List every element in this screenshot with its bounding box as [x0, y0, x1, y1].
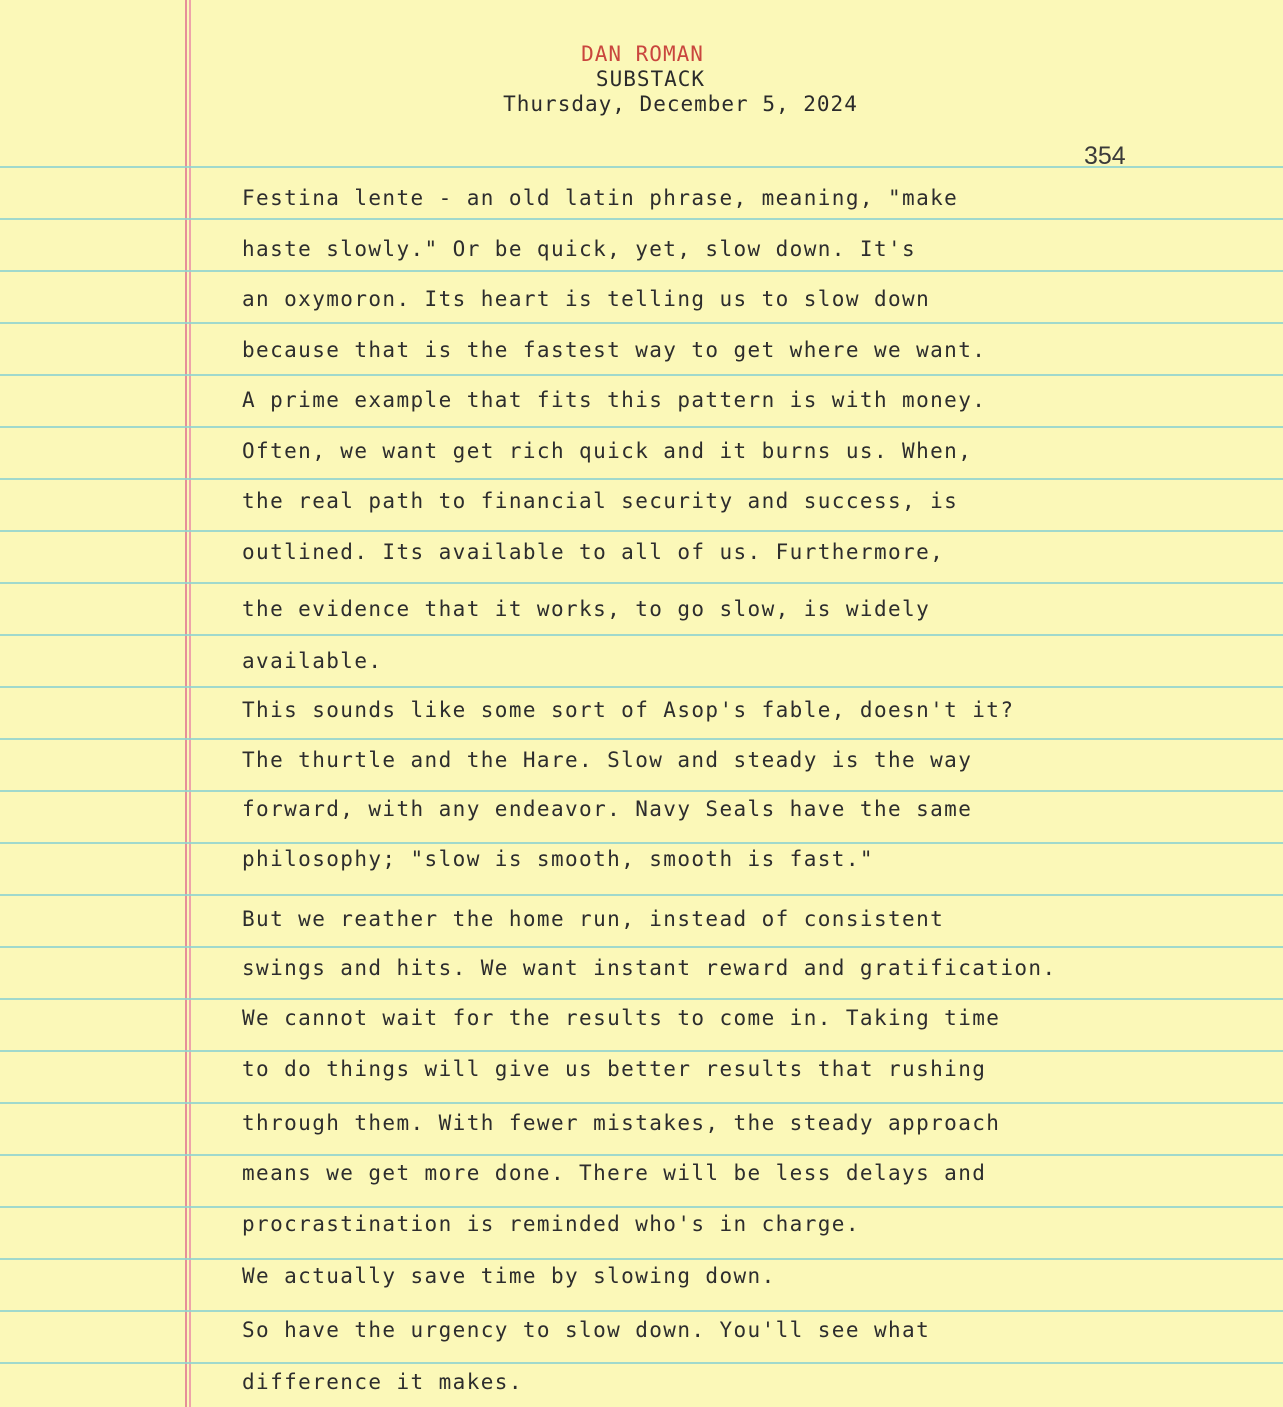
- body-line: forward, with any endeavor. Navy Seals have the same: [242, 797, 973, 821]
- left-margin-line-inner: [189, 0, 191, 1407]
- ruled-line: [0, 998, 1283, 1000]
- body-line: difference it makes.: [242, 1370, 523, 1394]
- ruled-line: [0, 374, 1283, 376]
- ruled-line: [0, 946, 1283, 948]
- body-line: to do things will give us better results that rushing: [242, 1057, 987, 1081]
- body-line: This sounds like some sort of Asop's fable, doesn't it?: [242, 698, 1015, 722]
- body-line: Festina lente - an old latin phrase, meaning, "make: [242, 186, 959, 210]
- body-line: philosophy; "slow is smooth, smooth is fast.": [242, 847, 874, 871]
- body-line: the real path to financial security and success, is: [242, 489, 959, 513]
- ruled-line: [0, 1154, 1283, 1156]
- body-line: We actually save time by slowing down.: [242, 1264, 776, 1288]
- ruled-line: [0, 738, 1283, 740]
- body-line: procrastination is reminded who's in charge.: [242, 1212, 860, 1236]
- body-line: because that is the fastest way to get where we want.: [242, 338, 987, 362]
- ruled-line: [0, 842, 1283, 844]
- author-name: DAN ROMAN: [581, 42, 704, 66]
- page-number: 354: [1084, 142, 1126, 170]
- body-line: an oxymoron. Its heart is telling us to slow down: [242, 287, 931, 311]
- ruled-line: [0, 270, 1283, 272]
- body-line: But we reather the home run, instead of consistent: [242, 907, 945, 931]
- ruled-line: [0, 686, 1283, 688]
- body-line: swings and hits. We want instant reward and gratification.: [242, 956, 1057, 980]
- body-line: The thurtle and the Hare. Slow and steady is the way: [242, 748, 973, 772]
- ruled-line: [0, 1258, 1283, 1260]
- ruled-line: [0, 426, 1283, 428]
- ruled-line: [0, 478, 1283, 480]
- ruled-line: [0, 1310, 1283, 1312]
- body-line: outlined. Its available to all of us. Furthermore,: [242, 540, 945, 564]
- ruled-line: [0, 1050, 1283, 1052]
- ruled-line: [0, 1206, 1283, 1208]
- post-date: Thursday, December 5, 2024: [503, 92, 858, 116]
- ruled-line: [0, 634, 1283, 636]
- ruled-line: [0, 1362, 1283, 1364]
- body-line: through them. With fewer mistakes, the steady approach: [242, 1111, 1001, 1135]
- ruled-line: [0, 530, 1283, 532]
- publication-name: SUBSTACK: [595, 67, 706, 91]
- ruled-line: [0, 322, 1283, 324]
- ruled-line: [0, 582, 1283, 584]
- body-line: So have the urgency to slow down. You'll see what: [242, 1318, 931, 1342]
- body-line: A prime example that fits this pattern is with money.: [242, 388, 987, 412]
- body-line: the evidence that it works, to go slow, is widely: [242, 597, 931, 621]
- page-header: [0, 42, 1283, 117]
- ruled-line: [0, 218, 1283, 220]
- ruled-line: [0, 790, 1283, 792]
- left-margin-line: [185, 0, 187, 1407]
- ruled-line: [0, 894, 1283, 896]
- body-line: available.: [242, 649, 383, 673]
- body-line: means we get more done. There will be less delays and: [242, 1161, 987, 1185]
- body-line: Often, we want get rich quick and it burns us. When,: [242, 439, 973, 463]
- body-line: haste slowly." Or be quick, yet, slow down. It's: [242, 237, 917, 261]
- ruled-line: [0, 1102, 1283, 1104]
- body-line: We cannot wait for the results to come in. Taking time: [242, 1006, 1001, 1030]
